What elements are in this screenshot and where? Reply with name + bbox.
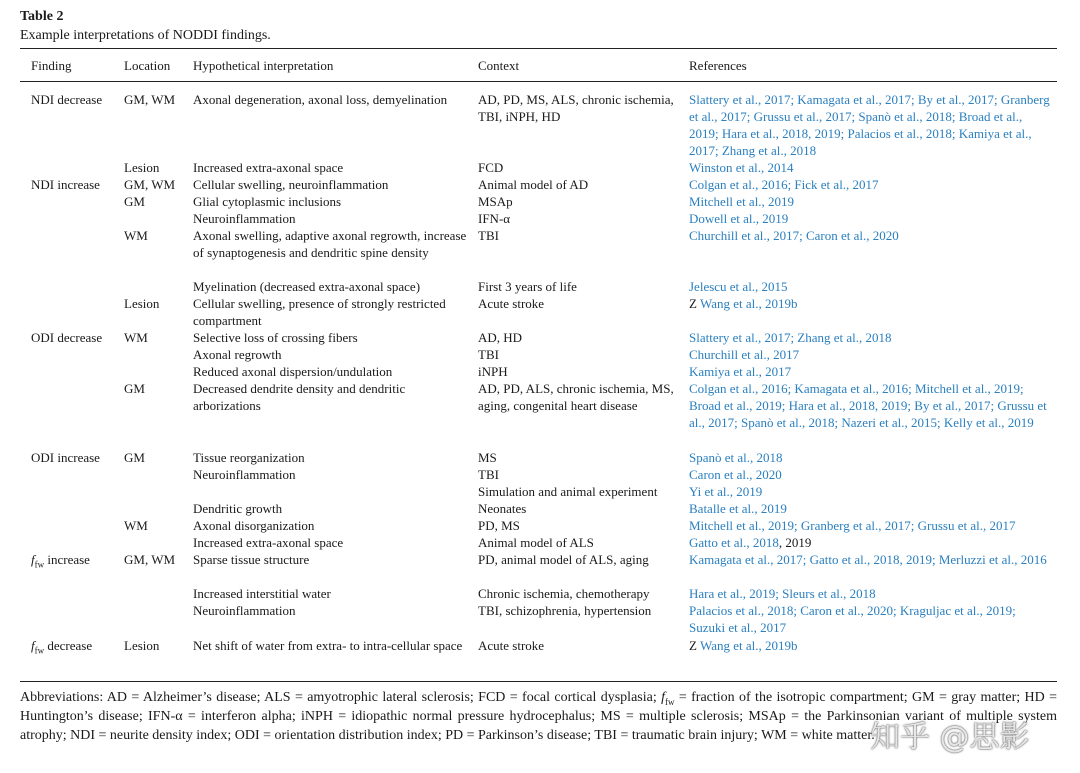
table-title: Table 2 — [20, 9, 64, 24]
fw-symbol: f — [31, 638, 35, 653]
cell-context: IFN-α — [478, 211, 511, 226]
cell-context: FCD — [478, 160, 504, 175]
cell-context: Chronic ischemia, chemotherapy — [478, 586, 650, 601]
cell-context: AD, PD, ALS, chronic ischemia, MS, aging, congenital heart disease — [478, 381, 674, 413]
cell-context: First 3 years of life — [478, 279, 577, 294]
cell-context: MSAp — [478, 194, 513, 209]
cell-references — [689, 159, 1051, 176]
cell-references — [689, 517, 1051, 534]
cell-context: iNPH — [478, 364, 508, 379]
top-rule — [20, 48, 1057, 49]
cell-references — [689, 449, 1051, 466]
cell-references — [689, 534, 1051, 551]
cell-interpretation: Neuroinflammation — [193, 211, 296, 226]
cell-interpretation: Cellular swelling, presence of strongly restricted compartment — [193, 296, 446, 328]
cell-location: GM — [124, 194, 145, 209]
cell-finding: ODI decrease — [31, 330, 103, 345]
table-caption: Example interpretations of NODDI findings. — [20, 28, 271, 43]
cell-location: WM — [124, 518, 148, 533]
header-rule — [20, 81, 1057, 82]
cell-context: TBI — [478, 347, 499, 362]
reference-link[interactable]: Batalle et al., 2019 — [689, 501, 787, 516]
cell-finding: NDI increase — [31, 177, 100, 192]
cell-context: MS — [478, 450, 497, 465]
ref-suffix: , 2019 — [778, 535, 812, 550]
cell-location: WM — [124, 330, 148, 345]
fw-symbol: f — [31, 552, 35, 567]
cell-references — [689, 585, 1051, 602]
cell-references — [689, 227, 1051, 244]
reference-link[interactable]: Kamagata et al., 2017; Gatto et al., 2018, 2019; Merluzzi et al., 2016 — [689, 552, 1047, 567]
cell-interpretation: Axonal disorganization — [193, 518, 315, 533]
finding-text: increase — [44, 552, 90, 567]
cell-location: GM, WM — [124, 92, 176, 107]
header-references: References — [689, 58, 747, 73]
reference-link[interactable]: Slattery et al., 2017; Zhang et al., 2018 — [689, 330, 892, 345]
abbr-text-after: = fraction of the isotropic compartment; GM = gray matter; HD = Huntington’s disease; IFN-α = interferon alpha; iNPH = idiopathic normal pressure hydrocephalus; MS = multiple sclerosis; MSAp = the Parkinsonian variant of multiple system atrophy; NDI = neurite density index; ODI = orientation distribution index; PD = Parkinson’s disease; TBI = traumatic brain injury; WM = white matter. — [20, 690, 1057, 743]
cell-references — [689, 637, 1051, 654]
reference-link[interactable]: Caron et al., 2020 — [689, 467, 782, 482]
cell-interpretation: Net shift of water from extra- to intra-cellular space — [193, 638, 463, 653]
cell-location: GM — [124, 381, 145, 396]
cell-interpretation: Increased extra-axonal space — [193, 160, 344, 175]
reference-link[interactable]: Churchill et al., 2017 — [689, 347, 800, 362]
reference-link[interactable]: Slattery et al., 2017; Kamagata et al., 2017; By et al., 2017; Granberg et al., 2017; Grussu et al., 2017; Spanò et al., 2018; Broad et al., 2019; Hara et al., 2018, 2019; Palacios et al., 2018; Kamiya et al., 2017; Zhang et al., 2018 — [689, 92, 1050, 158]
header-finding: Finding — [31, 58, 72, 73]
cell-context: TBI — [478, 467, 499, 482]
cell-interpretation: Myelination (decreased extra-axonal space) — [193, 279, 421, 294]
cell-interpretation: Dendritic growth — [193, 501, 283, 516]
reference-link[interactable]: Jelescu et al., 2015 — [689, 279, 788, 294]
cell-location: GM, WM — [124, 177, 176, 192]
reference-link[interactable]: Wang et al., 2019b — [699, 296, 798, 311]
cell-references — [689, 602, 1051, 636]
fw-subscript: fw — [34, 645, 45, 656]
cell-context: TBI, schizophrenia, hypertension — [478, 603, 652, 618]
cell-location: Lesion — [124, 160, 160, 175]
cell-interpretation: Axonal degeneration, axonal loss, demyelination — [193, 92, 448, 107]
cell-references — [689, 380, 1051, 431]
bottom-rule — [20, 681, 1057, 682]
cell-context: Acute stroke — [478, 638, 545, 653]
fw-subscript: fw — [34, 559, 45, 570]
ref-prefix: Z — [689, 638, 700, 653]
cell-references — [689, 363, 1051, 380]
cell-references — [689, 193, 1051, 210]
cell-interpretation: Selective loss of crossing fibers — [193, 330, 358, 345]
cell-interpretation: Glial cytoplasmic inclusions — [193, 194, 342, 209]
cell-finding — [31, 551, 121, 568]
cell-interpretation: Axonal swelling, adaptive axonal regrowth, increase of synaptogenesis and dendritic spine density — [193, 228, 467, 260]
cell-interpretation: Decreased dendrite density and dendritic arborizations — [193, 381, 406, 413]
reference-link[interactable]: Palacios et al., 2018; Caron et al., 2020; Kraguljac et al., 2019; Suzuki et al., 2017 — [689, 603, 1016, 635]
reference-link[interactable]: Dowell et al., 2019 — [689, 211, 789, 226]
cell-finding: NDI decrease — [31, 92, 103, 107]
cell-finding: ODI increase — [31, 450, 100, 465]
cell-context: Neonates — [478, 501, 527, 516]
reference-link[interactable]: Wang et al., 2019b — [699, 638, 798, 653]
reference-link[interactable]: Churchill et al., 2017; Caron et al., 2020 — [689, 228, 899, 243]
header-interpretation: Hypothetical interpretation — [193, 58, 334, 73]
cell-interpretation: Reduced axonal dispersion/undulation — [193, 364, 393, 379]
reference-link[interactable]: Spanò et al., 2018 — [689, 450, 783, 465]
cell-location: Lesion — [124, 296, 160, 311]
abbr-fw-symbol: f — [661, 690, 665, 705]
cell-location: GM, WM — [124, 552, 176, 567]
cell-references — [689, 500, 1051, 517]
cell-interpretation: Neuroinflammation — [193, 603, 296, 618]
cell-finding — [31, 637, 121, 654]
cell-references — [689, 346, 1051, 363]
header-context: Context — [478, 58, 520, 73]
reference-link[interactable]: Yi et al., 2019 — [689, 484, 763, 499]
reference-link[interactable]: Hara et al., 2019; Sleurs et al., 2018 — [689, 586, 876, 601]
cell-references — [689, 210, 1051, 227]
cell-interpretation: Axonal regrowth — [193, 347, 282, 362]
cell-references — [689, 329, 1051, 346]
abbr-fw-subscript: fw — [664, 696, 675, 707]
cell-context: Simulation and animal experiment — [478, 484, 658, 499]
reference-link[interactable]: Colgan et al., 2016; Kamagata et al., 2016; Mitchell et al., 2019; Broad et al., 2019; Hara et al., 2018, 2019; By et al., 2017; Grussu et al., 2017; Spanò et al., 2018; Nazeri et al., 2015; Kelly et al., 2019 — [689, 381, 1047, 430]
header-location: Location — [124, 58, 171, 73]
cell-context: Animal model of ALS — [478, 535, 594, 550]
abbr-text-before: Abbreviations: AD = Alzheimer’s disease; ALS = amyotrophic lateral sclerosis; FCD = focal cortical dysplasia; — [20, 690, 662, 705]
cell-context: PD, MS — [478, 518, 520, 533]
cell-interpretation: Tissue reorganization — [193, 450, 305, 465]
cell-context: PD, animal model of ALS, aging — [478, 552, 649, 567]
cell-context: TBI — [478, 228, 499, 243]
reference-link[interactable]: Kamiya et al., 2017 — [689, 364, 792, 379]
reference-link[interactable]: Mitchell et al., 2019; Granberg et al., 2017; Grussu et al., 2017 — [689, 518, 1016, 533]
cell-location: WM — [124, 228, 148, 243]
watermark: 知乎 @思影 — [870, 720, 1030, 755]
cell-references — [689, 176, 1051, 193]
cell-interpretation: Increased interstitial water — [193, 586, 331, 601]
cell-interpretation: Increased extra-axonal space — [193, 535, 344, 550]
cell-context: Animal model of AD — [478, 177, 589, 192]
cell-context: Acute stroke — [478, 296, 545, 311]
cell-interpretation: Neuroinflammation — [193, 467, 296, 482]
cell-location: Lesion — [124, 638, 160, 653]
cell-context: AD, HD — [478, 330, 523, 345]
cell-location: GM — [124, 450, 145, 465]
cell-references — [689, 278, 1051, 295]
cell-references — [689, 483, 1051, 500]
cell-references — [689, 91, 1051, 159]
cell-interpretation: Sparse tissue structure — [193, 552, 310, 567]
reference-link[interactable]: Gatto et al., 2018 — [689, 535, 779, 550]
cell-references — [689, 295, 1051, 312]
reference-link[interactable]: Mitchell et al., 2019 — [689, 194, 795, 209]
cell-interpretation: Cellular swelling, neuroinflammation — [193, 177, 389, 192]
ref-prefix: Z — [689, 296, 700, 311]
finding-text: decrease — [44, 638, 93, 653]
reference-link[interactable]: Colgan et al., 2016; Fick et al., 2017 — [689, 177, 879, 192]
cell-context: AD, PD, MS, ALS, chronic ischemia, TBI, iNPH, HD — [478, 92, 674, 124]
cell-references — [689, 466, 1051, 483]
cell-references — [689, 551, 1051, 568]
reference-link[interactable]: Winston et al., 2014 — [689, 160, 794, 175]
